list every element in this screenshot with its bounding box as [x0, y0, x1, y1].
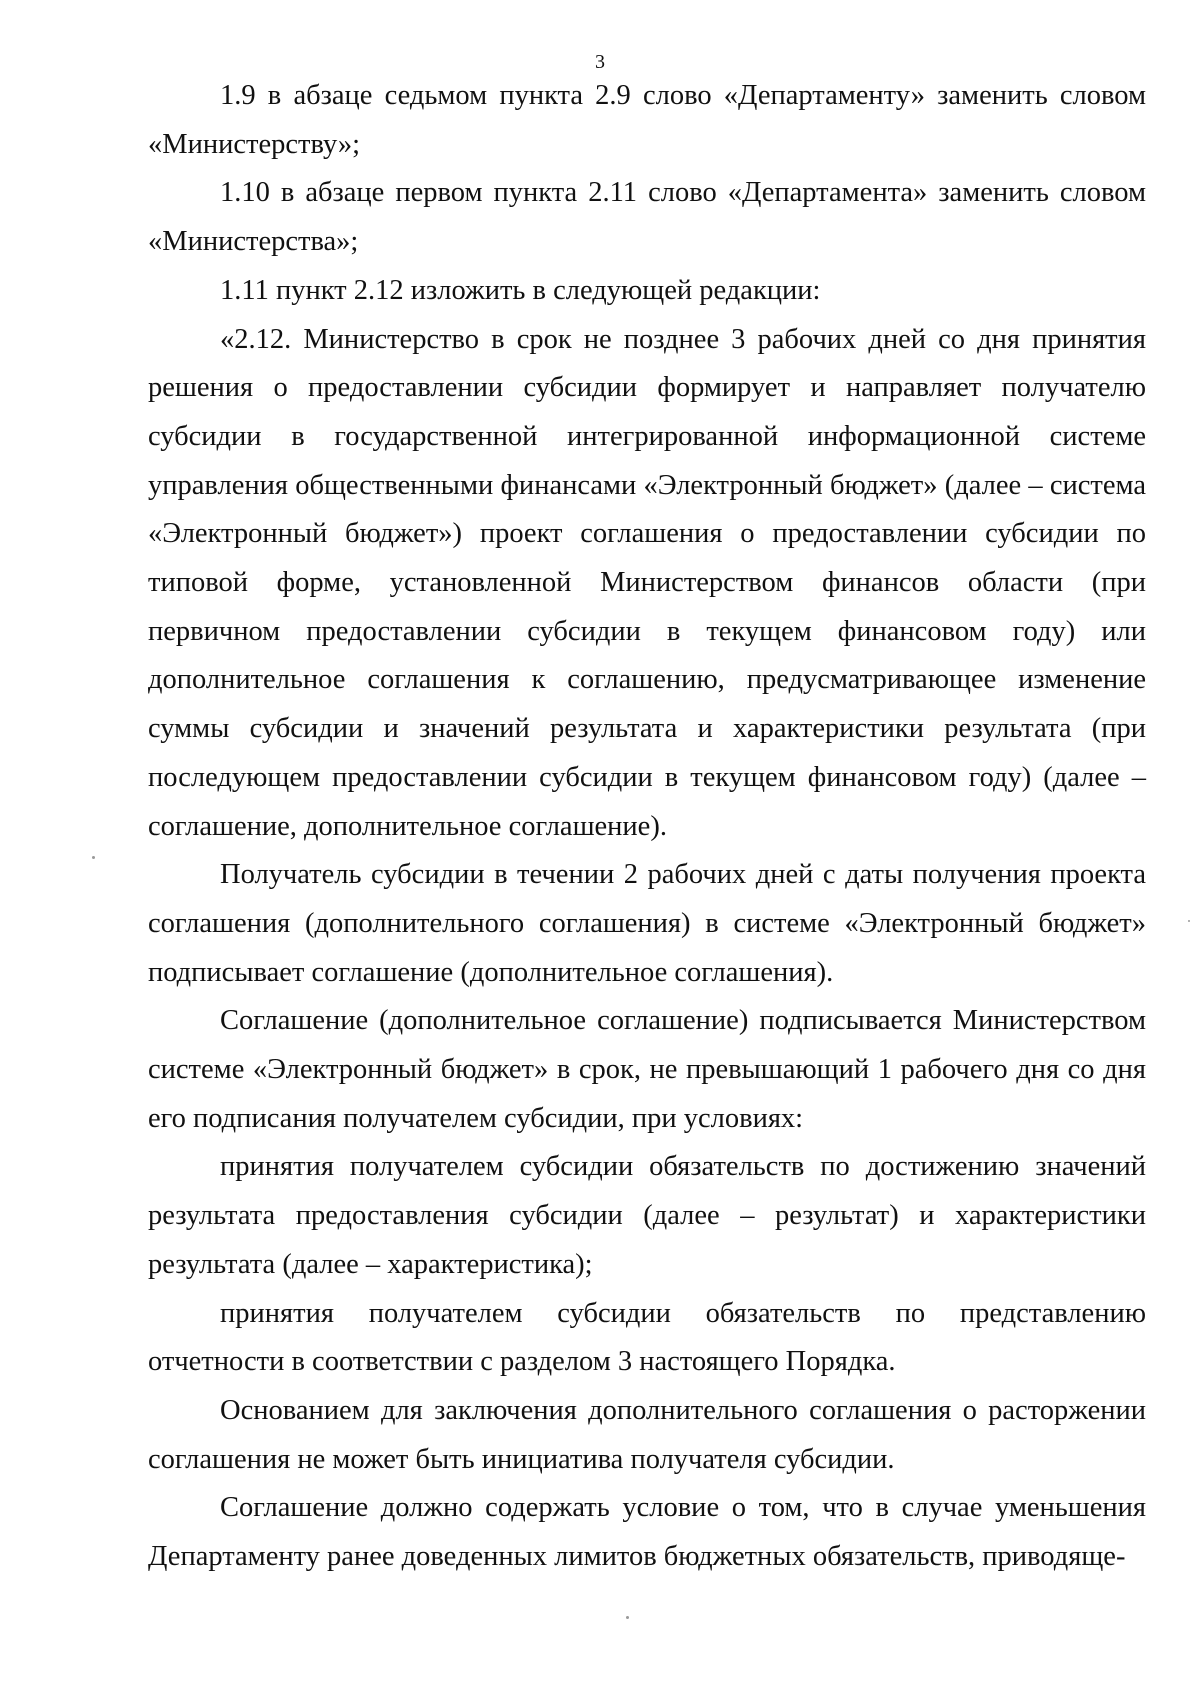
- document-body: [148, 72, 1146, 1582]
- paragraph-1-11: 1.11 пункт 2.12 изложить в следующей редакции:: [220, 274, 821, 306]
- paragraph-condition-results: принятия получателем субсидии обязательств по достижению значений результата предоставления субсидии (далее – результат) и характеристики результата (далее – характеристика);: [148, 1151, 1146, 1280]
- paragraph-termination-basis: Основанием для заключения дополнительного соглашения о расторжении соглашения не может быть инициатива получателя субсидии.: [148, 1394, 1146, 1475]
- paragraph-2-12: «2.12. Министерство в срок не позднее 3 рабочих дней со дня принятия решения о предоставлении субсидии формирует и направляет получателю субсидии в государственной интегрированной информационной системе управления общественными финансами «Электронный бюджет» (далее – система «Электронный бюджет») проект соглашения о предоставлении субсидии по типовой форме, установленной Министерством финансов области (при первичном предоставлении субсидии в текущем финансовом году) или дополнительное соглашения к соглашению, предусматривающее изменение суммы субсидии и значений результата и характеристики результата (при последующем предоставлении субсидии в текущем финансовом году) (далее – соглашение, дополнительное соглашение).: [148, 323, 1146, 842]
- paragraph-1-10: 1.10 в абзаце первом пункта 2.11 слово «Департамента» заменить словом «Министерства»;: [148, 177, 1146, 258]
- paragraph-1-9: 1.9 в абзаце седьмом пункта 2.9 слово «Департаменту» заменить словом «Министерству»;: [148, 80, 1146, 160]
- paragraph-ministry-signing: Соглашение (дополнительное соглашение) подписывается Министерством системе «Электронный бюджет» в срок, не превышающий 1 рабочего дня со дня его подписания получателем субсидии, при условиях:: [148, 1005, 1146, 1134]
- scan-speck: [1188, 920, 1190, 922]
- paragraph-recipient-signing: Получатель субсидии в течении 2 рабочих дней с даты получения проекта соглашения (дополнительного соглашения) в системе «Электронный бюджет» подписывает соглашение (дополнительное соглашения).: [148, 859, 1146, 988]
- scan-speck: [626, 1616, 629, 1619]
- paragraph-agreement-condition: Соглашение должно содержать условие о том, что в случае уменьшения Департаменту ранее доведенных лимитов бюджетных обязательств, приводяще-: [148, 1492, 1146, 1573]
- scan-speck: [92, 856, 95, 859]
- paragraph-condition-reporting: принятия получателем субсидии обязательств по представлению отчетности в соответствии с разделом 3 настоящего Порядка.: [148, 1297, 1146, 1378]
- page-number: 3: [595, 51, 605, 73]
